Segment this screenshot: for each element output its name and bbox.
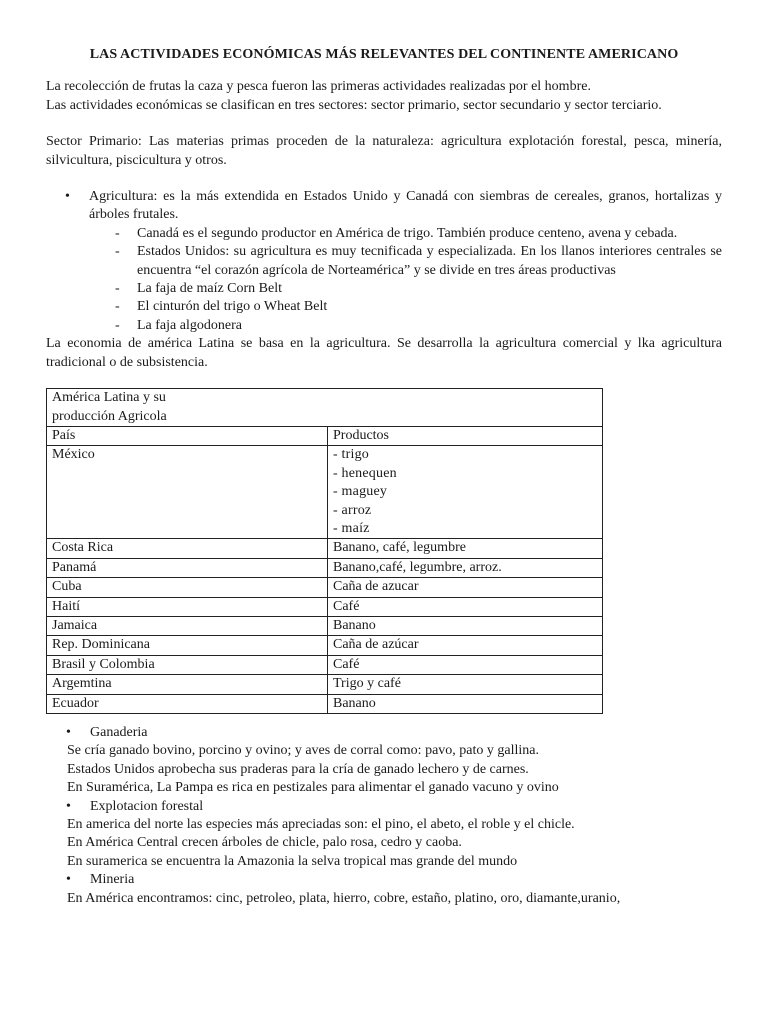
table-row (47, 539, 603, 558)
country-cell: Haití (47, 597, 328, 616)
dash-icon: - (115, 225, 120, 241)
crop-table (46, 388, 603, 714)
spacer (46, 115, 722, 133)
table-row (47, 636, 603, 655)
table-row (47, 558, 603, 577)
agricultura-item-text: El cinturón del trigo o Wheat Belt (137, 299, 328, 315)
product-item: - trigo (333, 447, 370, 463)
agricultura-item (46, 317, 722, 335)
table-caption-line: América Latina y su (52, 390, 166, 406)
dash-icon: - (115, 299, 120, 315)
table-row (47, 675, 603, 694)
bullet-icon: • (66, 872, 71, 888)
dash-icon: - (115, 281, 120, 297)
table-row (47, 446, 603, 539)
header-country: País (47, 426, 328, 445)
forestal-heading-text: Explotacion forestal (90, 798, 204, 814)
dash-icon: - (115, 244, 120, 260)
ganaderia-line: Estados Unidos aprobecha sus praderas para la cría de ganado lechero y de carnes. (67, 761, 529, 777)
product-item: - maguey (333, 484, 388, 500)
table-row (47, 694, 603, 713)
country-cell: Ecuador (47, 694, 328, 713)
agricultura-bullet (46, 188, 722, 225)
products-cell: Banano, café, legumbre (328, 539, 603, 558)
product-item: - arroz (333, 502, 372, 518)
ganaderia-line: Se cría ganado bovino, porcino y ovino; y aves de corral como: pavo, pato y gallina. (67, 743, 539, 759)
ganaderia-heading (46, 724, 722, 742)
mineria-line: En América encontramos: cinc, petroleo, plata, hierro, cobre, estaño, platino, oro, diamante,uranio, (67, 890, 621, 906)
latam-paragraph: La economia de américa Latina se basa en la agricultura. Se desarrolla la agricultura comercial y lka agricultura tradicional o de subsistencia. (46, 336, 722, 370)
country-cell: Cuba (47, 578, 328, 597)
header-products: Productos (328, 426, 603, 445)
document-title: LAS ACTIVIDADES ECONÓMICAS MÁS RELEVANTES DEL CONTINENTE AMERICANO (89, 47, 679, 62)
forestal-line: En suramerica se encuentra la Amazonia la selva tropical mas grande del mundo (67, 853, 518, 869)
agricultura-item-text: Canadá es el segundo productor en América de trigo. También produce centeno, avena y cebada. (137, 225, 678, 241)
table-caption (47, 389, 603, 427)
products-cell: Banano,café, legumbre, arroz. (328, 558, 603, 577)
table-row (47, 597, 603, 616)
table-caption-line: producción Agricola (52, 408, 167, 424)
country-cell: Costa Rica (47, 539, 328, 558)
bullet-icon: • (65, 189, 70, 205)
agricultura-item-text: La faja algodonera (137, 317, 242, 333)
intro-line-1: La recolección de frutas la caza y pesca fueron las primeras actividades realizadas por el hombre. (46, 79, 591, 95)
agricultura-item-text: Estados Unidos: su agricultura es muy tecnificada y especializada. En los llanos interiores centrales se encuentra “el corazón agrícola de Norteamérica” y se divide en tres áreas productivas (137, 244, 722, 278)
country-cell: Panamá (47, 558, 328, 577)
bullet-icon: • (66, 725, 71, 740)
products-cell: Caña de azúcar (328, 636, 603, 655)
table-caption-row (47, 389, 603, 427)
product-item: - henequen (333, 465, 397, 481)
bullet-icon: • (66, 798, 71, 814)
ganaderia-heading-text: Ganaderia (90, 725, 148, 740)
country-cell: Jamaica (47, 616, 328, 635)
table-header-row (47, 426, 603, 445)
products-cell: Banano (328, 616, 603, 635)
country-cell: México (47, 446, 328, 539)
forestal-heading (46, 798, 722, 816)
product-item: - maíz (333, 520, 370, 536)
agricultura-item (46, 243, 722, 280)
table-row (47, 616, 603, 635)
mineria-heading-text: Mineria (90, 872, 135, 888)
products-cell: Caña de azucar (328, 578, 603, 597)
country-cell: Rep. Dominicana (47, 636, 328, 655)
forestal-line: En america del norte las especies más apreciadas son: el pino, el abeto, el roble y el chicle. (67, 817, 575, 833)
country-cell: Brasil y Colombia (47, 655, 328, 674)
agricultura-item-text: La faja de maíz Corn Belt (137, 281, 282, 297)
forestal-line: En América Central crecen árboles de chicle, palo rosa, cedro y caoba. (67, 835, 462, 851)
table-row (47, 578, 603, 597)
dash-icon: - (115, 317, 120, 333)
mineria-heading (46, 871, 722, 889)
agricultura-item (46, 225, 722, 243)
products-cell (328, 446, 603, 539)
products-cell: Banano (328, 694, 603, 713)
agricultura-item (46, 298, 722, 316)
products-cell: Café (328, 655, 603, 674)
sector-primario-paragraph: Sector Primario: Las materias primas proceden de la naturaleza: agricultura explotación forestal, pesca, minería, silvicultura, piscicultura y otros. (46, 134, 722, 168)
agricultura-item (46, 280, 722, 298)
table-row (47, 655, 603, 674)
products-cell: Trigo y café (328, 675, 603, 694)
country-cell: Argemtina (47, 675, 328, 694)
ganaderia-line: En Suramérica, La Pampa es rica en pestizales para alimentar el ganado vacuno y ovino (67, 780, 559, 796)
agricultura-text: Agricultura: es la más extendida en Estados Unido y Canadá con siembras de cereales, granos, hortalizas y árboles frutales. (89, 189, 722, 223)
intro-line-2: Las actividades económicas se clasifican en tres sectores: sector primario, sector secundario y sector terciario. (46, 97, 662, 113)
products-cell: Café (328, 597, 603, 616)
spacer (46, 170, 722, 188)
